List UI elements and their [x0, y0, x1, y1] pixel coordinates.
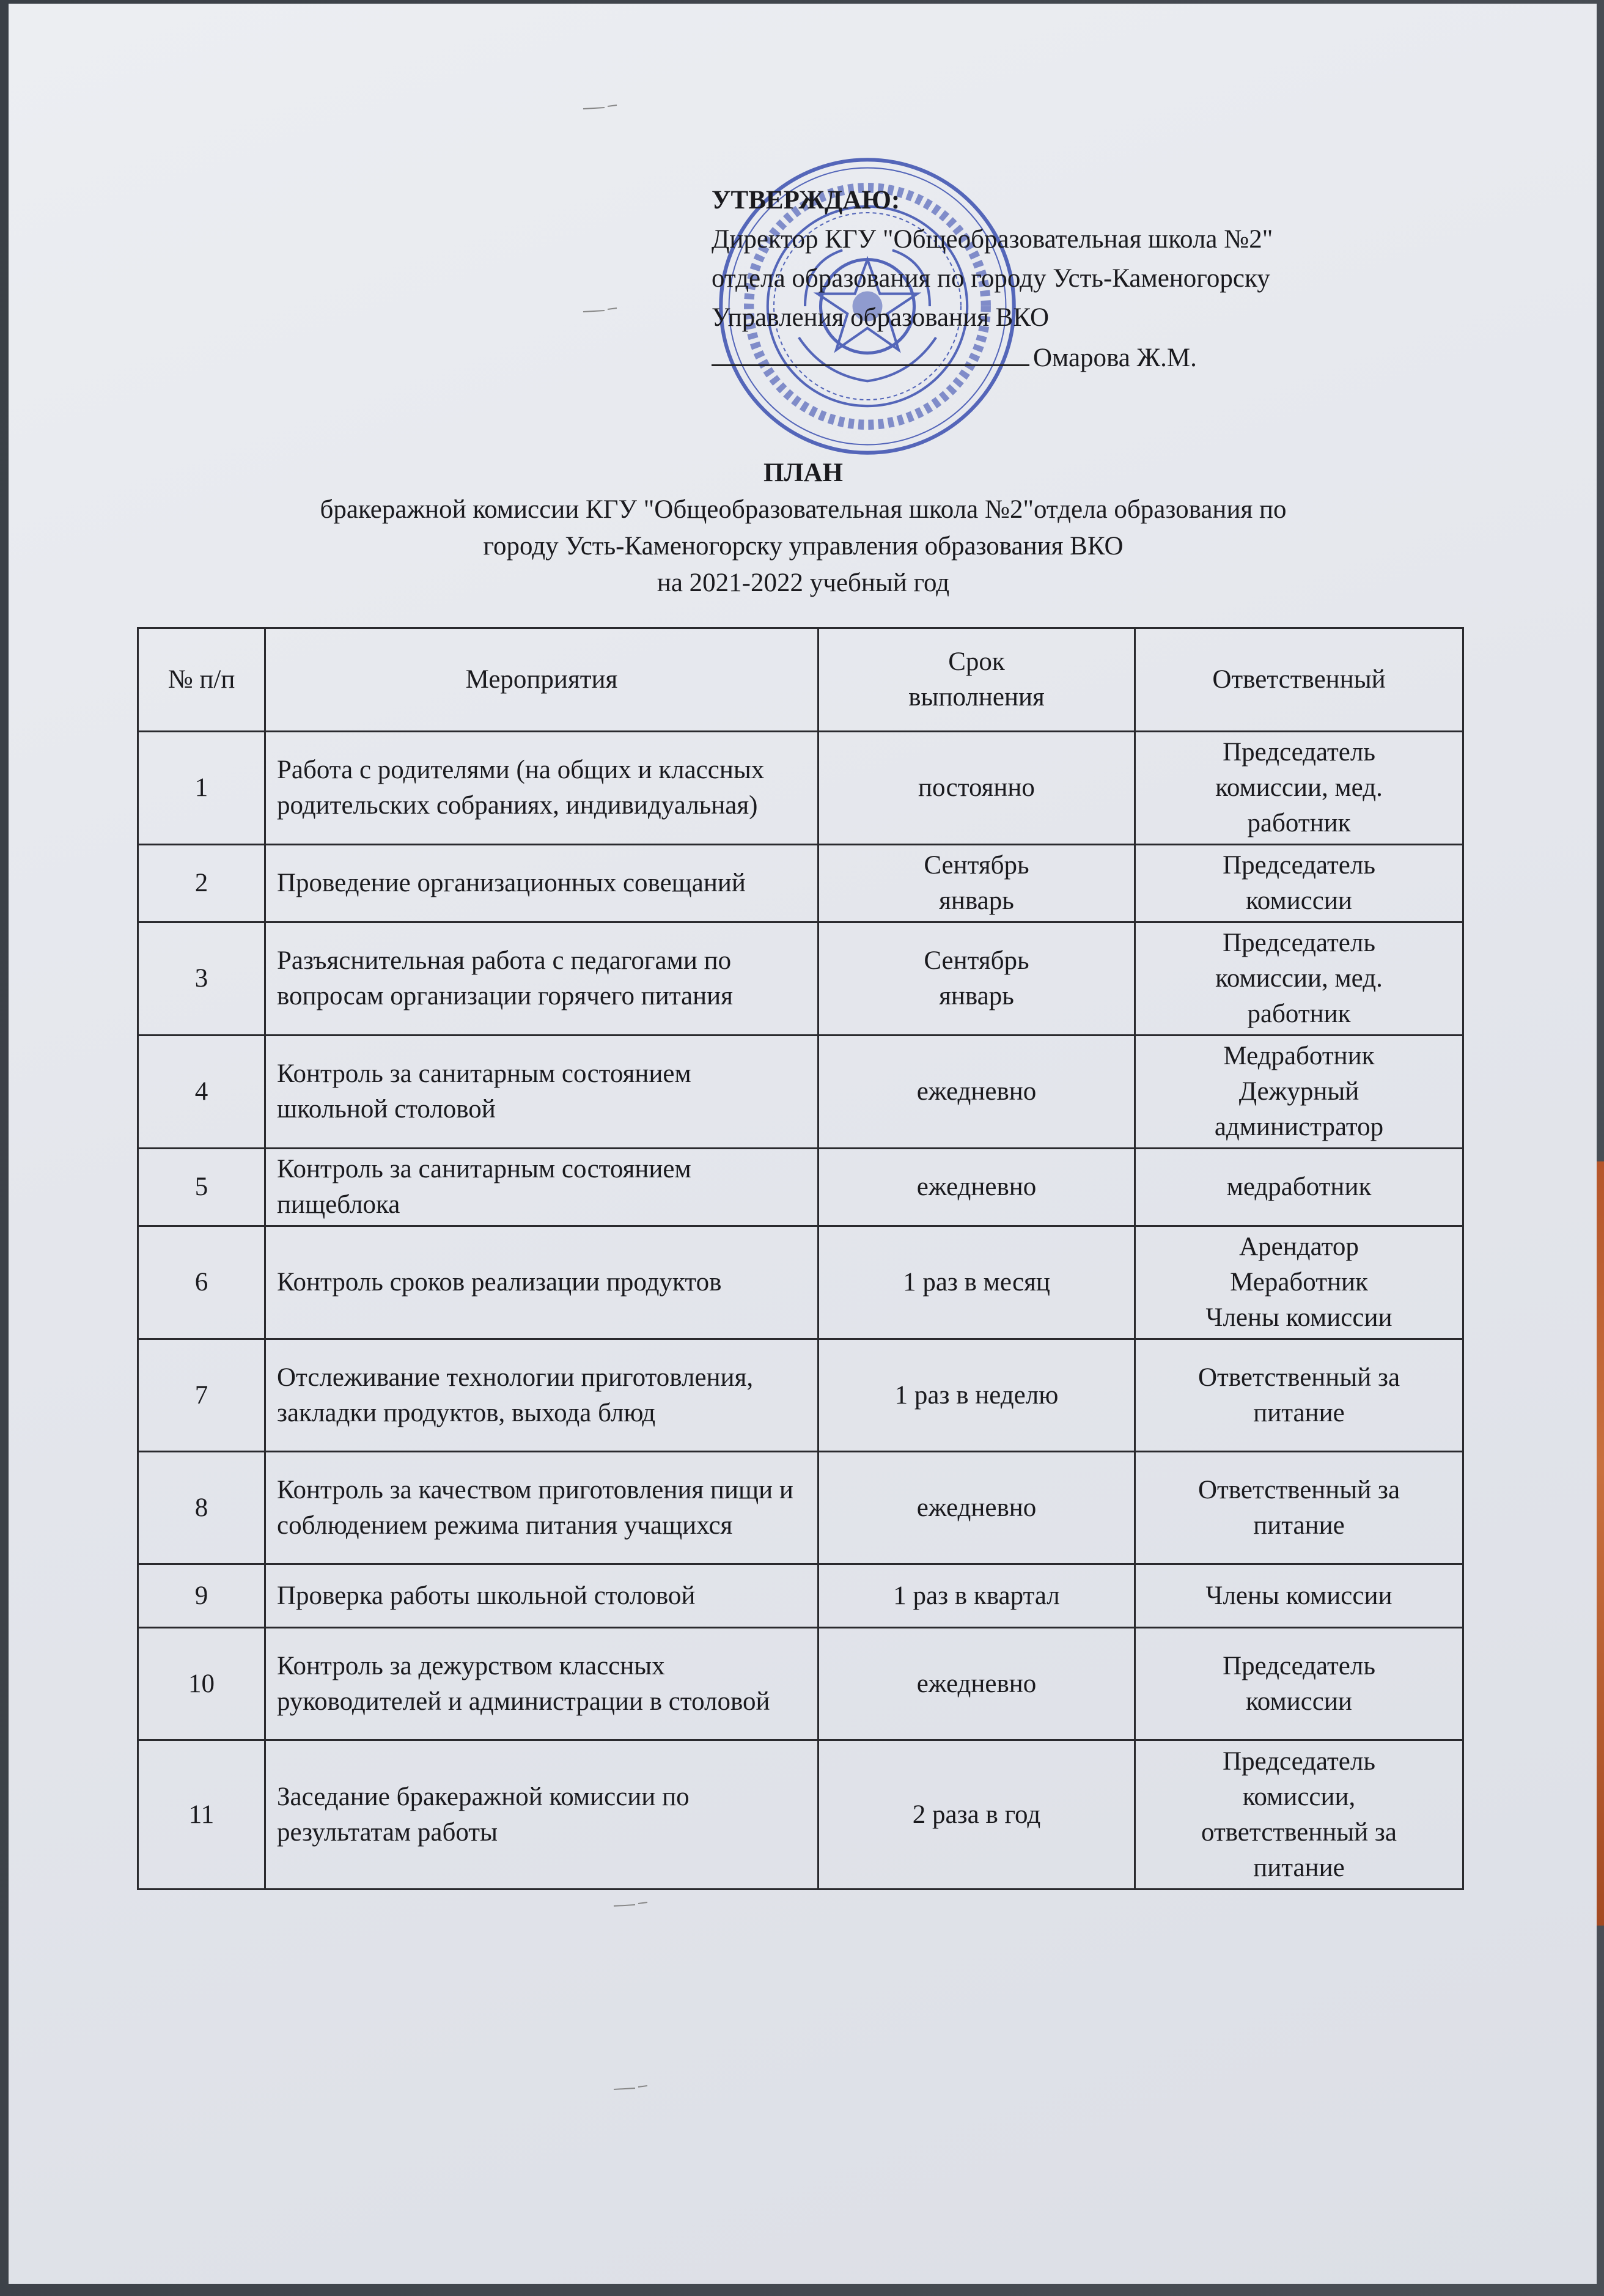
row-term-line: Сентябрь [924, 851, 1029, 880]
table-header-row [138, 628, 1463, 732]
plan-title: ПЛАН [763, 458, 843, 487]
row-responsible-line: Члены комиссии [1205, 1303, 1392, 1332]
signatory-name: Омарова Ж.М. [1033, 344, 1197, 372]
row-number: 9 [138, 1564, 265, 1628]
row-responsible-line: комиссии [1246, 886, 1352, 915]
row-term [819, 845, 1135, 922]
table-row [138, 1564, 1463, 1628]
approval-line-1: Директор КГУ "Общеобразовательная школа №2" [712, 225, 1273, 254]
scan-mark [611, 2082, 653, 2094]
row-number: 8 [138, 1452, 265, 1564]
row-responsible [1135, 1149, 1463, 1226]
row-term: ежедневно [819, 1036, 1135, 1149]
plan-table [137, 627, 1464, 1890]
table-row [138, 1036, 1463, 1149]
row-responsible-line: питание [1253, 1510, 1345, 1540]
row-responsible-line: работник [1247, 999, 1351, 1028]
plan-title-block [131, 455, 1476, 602]
row-activity: Проверка работы школьной столовой [265, 1564, 819, 1628]
row-responsible-line: Арендатор [1239, 1232, 1359, 1261]
row-term: постоянно [819, 732, 1135, 845]
row-term: ежедневно [819, 1452, 1135, 1564]
row-responsible-line: питание [1253, 1398, 1345, 1427]
row-number: 11 [138, 1740, 265, 1889]
header-term [819, 628, 1135, 732]
document-page [9, 4, 1597, 2284]
row-responsible-line: администратор [1214, 1113, 1384, 1141]
row-responsible [1135, 922, 1463, 1036]
row-activity: Контроль за дежурством классных руководителей и администрации в столовой [265, 1628, 819, 1740]
row-responsible-line: питание [1253, 1853, 1345, 1882]
row-responsible [1135, 1339, 1463, 1452]
row-number: 2 [138, 845, 265, 922]
row-responsible-line: Председатель [1223, 1746, 1375, 1776]
header-responsible: Ответственный [1135, 628, 1463, 732]
row-responsible [1135, 1740, 1463, 1889]
approval-block [712, 181, 1506, 378]
row-responsible-line: Председатель [1223, 929, 1375, 957]
plan-subtitle-line-3: на 2021-2022 учебный год [657, 568, 950, 597]
row-responsible-line: комиссии [1246, 1687, 1352, 1716]
row-number: 6 [138, 1226, 265, 1339]
row-responsible [1135, 1226, 1463, 1339]
row-term: 1 раз в неделю [819, 1339, 1135, 1452]
row-activity: Контроль сроков реализации продуктов [265, 1226, 819, 1339]
header-term-line-2: выполнения [908, 683, 1045, 712]
row-number: 7 [138, 1339, 265, 1452]
table-row [138, 1226, 1463, 1339]
row-responsible-line: Председатель [1223, 738, 1375, 767]
row-term [819, 922, 1135, 1036]
row-activity: Контроль за качеством приготовления пищи и соблюдением режима питания учащихся [265, 1452, 819, 1564]
row-responsible-line: Председатель [1223, 851, 1375, 880]
table-row [138, 732, 1463, 845]
row-term-line: январь [939, 982, 1014, 1010]
row-term: 1 раз в квартал [819, 1564, 1135, 1628]
row-term-line: январь [939, 886, 1014, 915]
row-activity: Контроль за санитарным состоянием пищеблока [265, 1149, 819, 1226]
row-responsible [1135, 1036, 1463, 1149]
row-responsible-line: Меработник [1230, 1268, 1368, 1297]
plan-subtitle-line-1: бракеражной комиссии КГУ "Общеобразовательная школа №2"отдела образования по [320, 495, 1287, 524]
row-responsible-line: работник [1247, 809, 1351, 837]
row-responsible-line: Ответственный за [1197, 1475, 1400, 1504]
row-responsible [1135, 1564, 1463, 1628]
header-num: № п/п [138, 628, 265, 732]
row-responsible-line: комиссии, [1242, 1782, 1356, 1811]
row-number: 4 [138, 1036, 265, 1149]
row-responsible [1135, 845, 1463, 922]
row-activity: Контроль за санитарным состоянием школьной столовой [265, 1036, 819, 1149]
row-responsible-line: Ответственный за [1197, 1363, 1400, 1392]
table-body [138, 732, 1463, 1889]
row-responsible-line: комиссии, мед. [1215, 773, 1383, 802]
row-activity: Отслеживание технологии приготовления, закладки продуктов, выхода блюд [265, 1339, 819, 1452]
table-row [138, 1339, 1463, 1452]
row-term: ежедневно [819, 1149, 1135, 1226]
signature-row [712, 337, 1506, 378]
row-number: 10 [138, 1628, 265, 1740]
scan-mark [580, 304, 623, 317]
row-responsible [1135, 1452, 1463, 1564]
row-responsible-line: медработник [1226, 1172, 1372, 1201]
table-row [138, 1628, 1463, 1740]
scan-mark [580, 101, 623, 114]
row-term: ежедневно [819, 1628, 1135, 1740]
signature-line [712, 337, 1029, 366]
approval-line-2: отдела образования по городу Усть-Каменогорску [712, 264, 1270, 293]
row-number: 5 [138, 1149, 265, 1226]
table-row [138, 845, 1463, 922]
row-responsible-line: ответственный за [1201, 1817, 1397, 1847]
table-row [138, 1740, 1463, 1889]
row-activity: Заседание бракеражной комиссии по результатам работы [265, 1740, 819, 1889]
row-responsible-line: Члены комиссии [1205, 1581, 1392, 1610]
header-activity: Мероприятия [265, 628, 819, 732]
row-term: 1 раз в месяц [819, 1226, 1135, 1339]
plan-subtitle-line-2: городу Усть-Каменогорску управления образования ВКО [483, 532, 1124, 561]
row-responsible-line: комиссии, мед. [1215, 964, 1383, 993]
header-term-line-1: Срок [948, 647, 1005, 676]
row-responsible-line: Дежурный [1238, 1077, 1359, 1106]
table-row [138, 1452, 1463, 1564]
row-responsible-line: Председатель [1223, 1651, 1375, 1680]
table-row [138, 922, 1463, 1036]
row-number: 1 [138, 732, 265, 845]
scan-mark [611, 1899, 653, 1911]
approval-line-3: Управления образования ВКО [712, 303, 1050, 332]
row-activity: Проведение организационных совещаний [265, 845, 819, 922]
row-activity: Разъяснительная работа с педагогами по вопросам организации горячего питания [265, 922, 819, 1036]
row-activity: Работа с родителями (на общих и классных родительских собраниях, индивидуальная) [265, 732, 819, 845]
table-row [138, 1149, 1463, 1226]
approval-heading: УТВЕРЖДАЮ: [712, 186, 900, 215]
row-responsible [1135, 732, 1463, 845]
row-responsible [1135, 1628, 1463, 1740]
row-term-line: Сентябрь [924, 946, 1029, 975]
row-number: 3 [138, 922, 265, 1036]
row-responsible-line: Медработник [1223, 1042, 1375, 1070]
row-term: 2 раза в год [819, 1740, 1135, 1889]
